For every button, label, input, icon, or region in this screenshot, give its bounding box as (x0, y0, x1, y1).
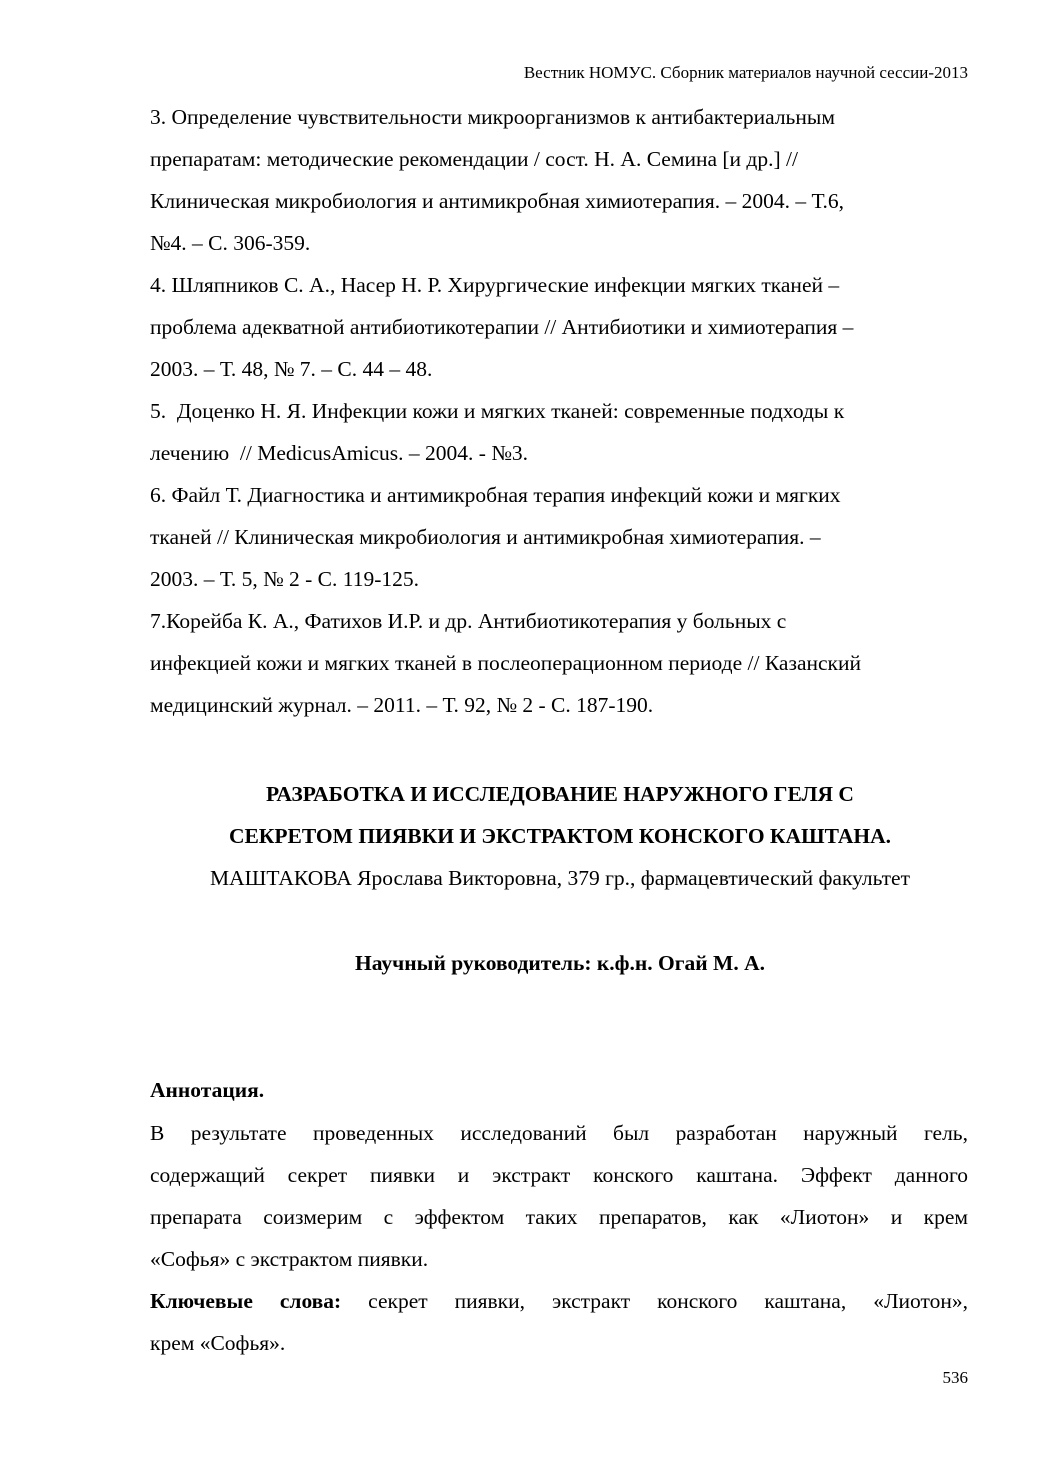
reference-line: 4. Шляпников С. А., Насер Н. Р. Хирургические инфекции мягких тканей – (150, 273, 840, 297)
article-title-line: РАЗРАБОТКА И ИССЛЕДОВАНИЕ НАРУЖНОГО ГЕЛЯ С (266, 782, 854, 806)
reference-item-4 (150, 264, 980, 390)
keywords-line (150, 1280, 968, 1322)
reference-line: проблема адекватной антибиотикотерапии // Антибиотики и химиотерапия – (150, 315, 854, 339)
reference-line: препаратам: методические рекомендации / сост. Н. А. Семина [и др.] // (150, 147, 798, 171)
reference-list (150, 96, 980, 726)
author-line: МАШТАКОВА Ярослава Викторовна, 379 гр., фармацевтический факультет (210, 866, 910, 890)
reference-line: Клиническая микробиология и антимикробная химиотерапия. – 2004. – Т.6, (150, 189, 845, 213)
supervisor-line: Научный руководитель: к.ф.н. Огай М. А. (355, 951, 765, 975)
reference-line: 5. Доценко Н. Я. Инфекции кожи и мягких тканей: современные подходы к (150, 399, 845, 423)
reference-item-6 (150, 474, 980, 600)
reference-line: 2003. – Т. 48, № 7. – С. 44 – 48. (150, 357, 433, 381)
annotation-line: В результате проведенных исследований был разработан наружный гель, (150, 1121, 968, 1145)
article-title-line: СЕКРЕТОМ ПИЯВКИ И ЭКСТРАКТОМ КОНСКОГО КАШТАНА. (228, 824, 892, 848)
reference-line: 2003. – Т. 5, № 2 - С. 119-125. (150, 567, 419, 591)
reference-item-3 (150, 96, 980, 264)
annotation-line: препарата соизмерим с эффектом таких препаратов, как «Лиотон» и крем (150, 1205, 968, 1229)
keywords-label: Ключевые слова: (150, 1289, 342, 1313)
annotation-body (150, 1112, 968, 1364)
reference-line: лечению // MedicusAmicus. – 2004. - №3. (150, 441, 528, 465)
reference-item-5 (150, 390, 980, 474)
annotation-line: «Софья» с экстрактом пиявки. (150, 1247, 429, 1271)
reference-line: 3. Определение чувствительности микроорганизмов к антибактериальным (150, 105, 835, 129)
reference-line: 6. Файл Т. Диагностика и антимикробная терапия инфекций кожи и мягких (150, 483, 841, 507)
reference-line: 7.Корейба К. А., Фатихов И.Р. и др. Антибиотикотерапия у больных с (150, 609, 787, 633)
reference-line: медицинский журнал. – 2011. – Т. 92, № 2 - С. 187-190. (150, 693, 654, 717)
page-number: 536 (942, 1368, 968, 1387)
reference-line: №4. – С. 306-359. (150, 231, 311, 255)
reference-item-7 (150, 600, 980, 726)
keywords-line-continued: крем «Софья». (150, 1331, 286, 1355)
reference-line: инфекцией кожи и мягких тканей в послеоперационном периоде // Казанский (150, 651, 862, 675)
keywords-text: секрет пиявки, экстракт конского каштана, «Лиотон», (341, 1289, 968, 1313)
running-header: Вестник НОМУС. Сборник материалов научной сессии-2013 (523, 63, 968, 82)
article-title (140, 773, 980, 857)
annotation-line: содержащий секрет пиявки и экстракт конского каштана. Эффект данного (150, 1163, 968, 1187)
annotation-heading: Аннотация. (150, 1078, 265, 1102)
reference-line: тканей // Клиническая микробиология и антимикробная химиотерапия. – (150, 525, 821, 549)
